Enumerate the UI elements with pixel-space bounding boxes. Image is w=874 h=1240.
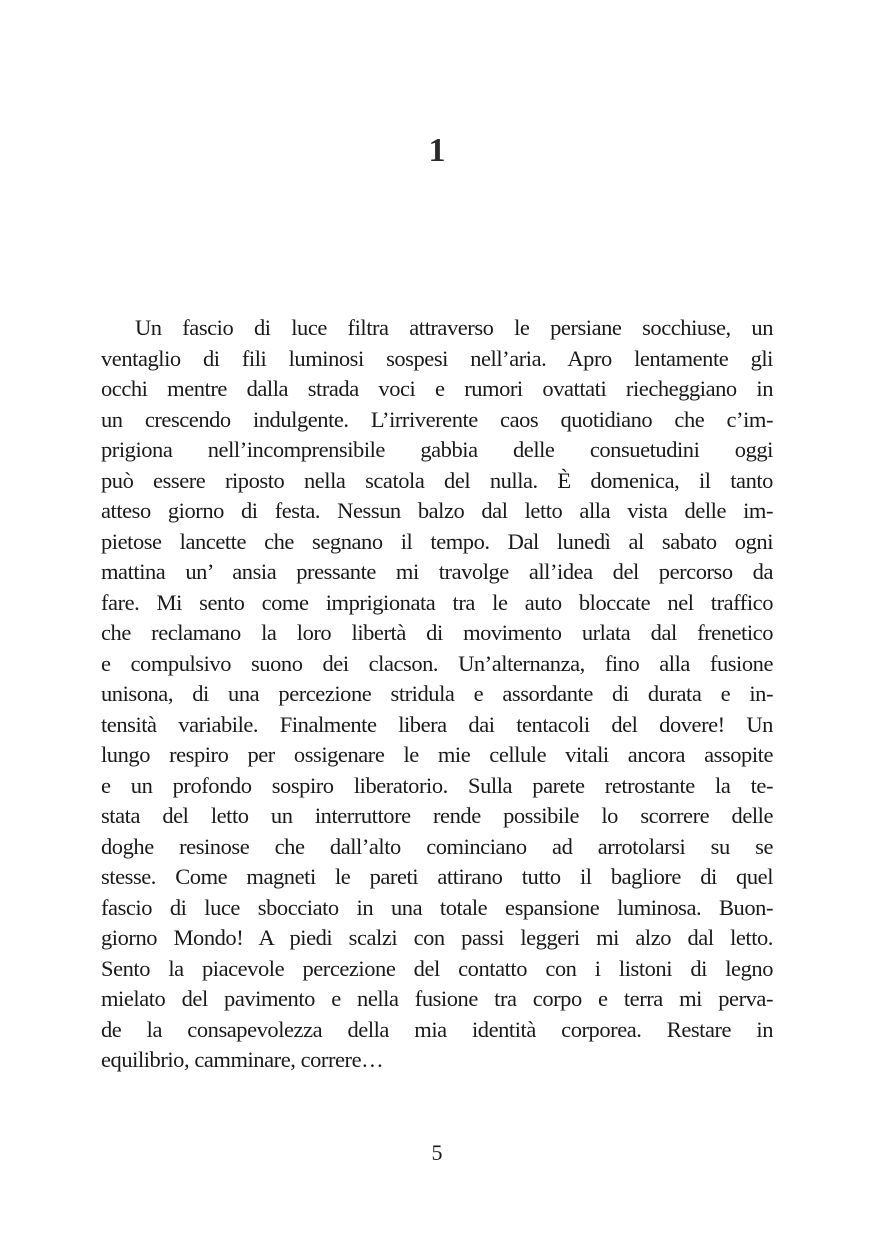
chapter-number: 1 [428, 132, 446, 169]
text-line: che reclamano la loro libertà di movimento urlata dal frenetico [101, 620, 773, 645]
text-line: unisona, di una percezione stridula e assordante di durata e in- [101, 681, 773, 706]
text-line: ventaglio di fili luminosi sospesi nell’aria. Apro lentamente gli [101, 345, 773, 371]
text-line: stesse. Come magneti le pareti attirano tutto il bagliore di quel [101, 864, 773, 889]
page-number: 5 [431, 1140, 443, 1165]
text-line: prigiona nell’incomprensibile gabbia delle consuetudini oggi [101, 437, 773, 462]
text-line: e compulsivo suono dei clacson. Un’alternanza, fino alla fusione [101, 650, 773, 676]
text-line: tensità variabile. Finalmente libera dai tentacoli del dovere! Un [101, 711, 773, 737]
text-line: doghe resinose che dall’alto cominciano ad arrotolarsi su se [101, 833, 773, 859]
text-line: fare. Mi sento come imprigionata tra le auto bloccate nel traffico [101, 589, 773, 615]
text-line: può essere riposto nella scatola del nulla. È domenica, il tanto [101, 467, 773, 493]
text-line: giorno Mondo! A piedi scalzi con passi leggeri mi alzo dal letto. [101, 925, 773, 950]
text-line: un crescendo indulgente. L’irriverente caos quotidiano che c’im- [101, 406, 773, 432]
chapter-body-paragraph [101, 313, 773, 1076]
text-line: de la consapevolezza della mia identità corporea. Restare in [101, 1016, 773, 1042]
text-line: Sento la piacevole percezione del contatto con i listoni di legno [101, 955, 773, 981]
text-line: equilibrio, camminare, correre… [101, 1047, 384, 1072]
text-line: occhi mentre dalla strada voci e rumori ovattati riecheggiano in [101, 376, 773, 401]
text-line: lungo respiro per ossigenare le mie cellule vitali ancora assopite [101, 742, 773, 767]
text-line: atteso giorno di festa. Nessun balzo dal letto alla vista delle im- [101, 498, 773, 523]
text-line: mielato del pavimento e nella fusione tra corpo e terra mi perva- [101, 986, 773, 1011]
text-line: pietose lancette che segnano il tempo. Dal lunedì al sabato ogni [101, 528, 773, 554]
text-line: e un profondo sospiro liberatorio. Sulla parete retrostante la te- [101, 772, 773, 798]
text-line: fascio di luce sbocciato in una totale espansione luminosa. Buon- [101, 894, 773, 920]
text-line: stata del letto un interruttore rende possibile lo scorrere delle [101, 803, 773, 828]
text-line: mattina un’ ansia pressante mi travolge all’idea del percorso da [101, 559, 773, 584]
text-line: Un fascio di luce filtra attraverso le persiane socchiuse, un [135, 315, 773, 340]
